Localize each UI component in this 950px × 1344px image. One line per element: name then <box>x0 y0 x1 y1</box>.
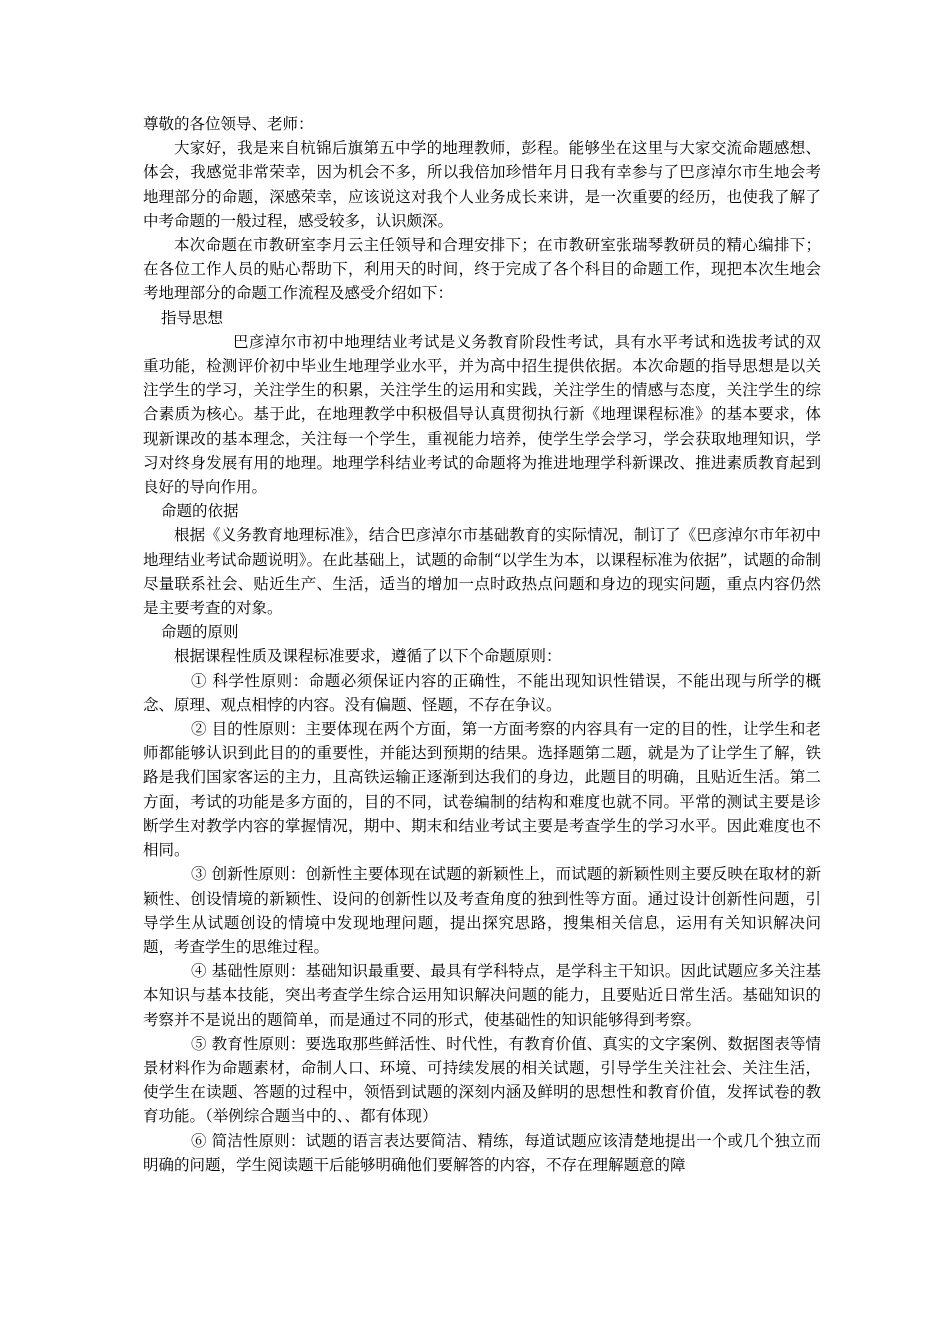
principle-scientific: ① 科学性原则：命题必须保证内容的正确性，不能出现知识性错误，不能出现与所学的概念、原理、观点相悖的内容。没有偏题、怪题，不存在争议。 <box>143 671 821 714</box>
principles-intro: 根据课程性质及课程标准要求，遵循了以下个命题原则： <box>174 647 562 666</box>
overview-paragraph: 本次命题在市教研室李月云主任领导和合理安排下；在市教研室张瑞琴教研员的精心编排下；在各位工作人员的贴心帮助下，利用天的时间，终于完成了各个科目的命题工作，现把本次生地会考地理部分的命题工作流程及感受介绍如下： <box>143 236 821 303</box>
principle-conciseness: ⑥ 简洁性原则：试题的语言表达要简洁、精练，每道试题应该清楚地提出一个或几个独立而明确的问题，学生阅读题干后能够明确他们要解答的内容，不存在理解题意的障 <box>143 1131 821 1174</box>
intro-paragraph: 大家好，我是来自杭锦后旗第五中学的地理教师，彭程。能够坐在这里与大家交流命题感想、体会，我感觉非常荣幸，因为机会不多，所以我倍加珍惜年月日我有幸参与了巴彦淖尔市生地会考地理部分的命题，深感荣幸，应该说这对我个人业务成长来讲，是一次重要的经历，也使我了解了中考命题的一般过程，感受较多，认识颇深。 <box>143 139 821 230</box>
principle-education: ⑤ 教育性原则：要选取那些鲜活性、时代性，有教育价值、真实的文字案例、数据图表等情景材料作为命题素材，命制人口、环境、可持续发展的相关试题，引导学生关注社会、关注生活，使学生在读题、答题的过程中，领悟到试题的深刻内涵及鲜明的思想性和教育价值，发挥试卷的教育功能。（举例综合题当中的、、都有体现） <box>143 1034 821 1126</box>
guiding-thought-paragraph: 巴彦淖尔市初中地理结业考试是义务教育阶段性考试，具有水平考试和选拔考试的双重功能，检测评价初中毕业生地理学业水平，并为高中招生提供依据。本次命题的指导思想是以关注学生的学习，关注学生的积累，关注学生的运用和实践，关注学生的情感与态度，关注学生的综合素质为核心。基于此，在地理教学中积极倡导认真贯彻执行新《地理课程标准》的基本要求，体现新课改的基本理念，关注每一个学生，重视能力培养，使学生学会学习，学会获取地理知识，学习对终身发展有用的地理。地理学科结业考试的命题将为推进地理学科新课改、推进素质教育起到良好的导向作用。 <box>143 332 821 497</box>
section-heading-principles: 命题的原则 <box>161 623 239 642</box>
principle-foundation: ④ 基础性原则：基础知识最重要、最具有学科特点，是学科主干知识。因此试题应多关注基本知识与基本技能，突出考查学生综合运用知识解决问题的能力，且要贴近日常生活。基础知识的考察并不是说出的题简单，而是通过不同的形式，使基础性的知识能够得到考察。 <box>143 962 821 1029</box>
section-heading-basis: 命题的依据 <box>161 502 239 521</box>
principle-innovation: ③ 创新性原则：创新性主要体现在试题的新颖性上，而试题的新颖性则主要反映在取材的新颖性、创设情境的新颖性、设问的创新性以及考查角度的独到性等方面。通过设计创新性问题，引导学生从试题创设的情境中发现地理问题，提出探究思路，搜集相关信息，运用有关知识解决问题，考查学生的思维过程。 <box>143 865 821 956</box>
document-body <box>143 112 821 1177</box>
salutation: 尊敬的各位领导、老师： <box>143 115 314 133</box>
principle-purpose: ② 目的性原则：主要体现在两个方面，第一方面考察的内容具有一定的目的性，让学生和老师都能够认识到此目的的重要性，并能达到预期的结果。选择题第二题，就是为了让学生了解，铁路是我们国家客运的主力，且高铁运输正逐渐到达我们的身边，此题目的明确，且贴近生活。第二方面，考试的功能是多方面的，目的不同，试卷编制的结构和难度也就不同。平常的测试主要是诊断学生对教学内容的掌握情况，期中、期末和结业考试主要是考查学生的学习水平。因此难度也不相同。 <box>143 720 821 860</box>
basis-paragraph: 根据《义务教育地理标准》，结合巴彦淖尔市基础教育的实际情况，制订了《巴彦淖尔市年初中地理结业考试命题说明》。在此基础上，试题的命制“以学生为本，以课程标准为依据”，试题的命制尽量联系社会、贴近生产、生活，适当的增加一点时政热点问题和身边的现实问题，重点内容仍然是主要考查的对象。 <box>143 526 821 618</box>
section-heading-guiding-thought: 指导思想 <box>161 308 224 327</box>
